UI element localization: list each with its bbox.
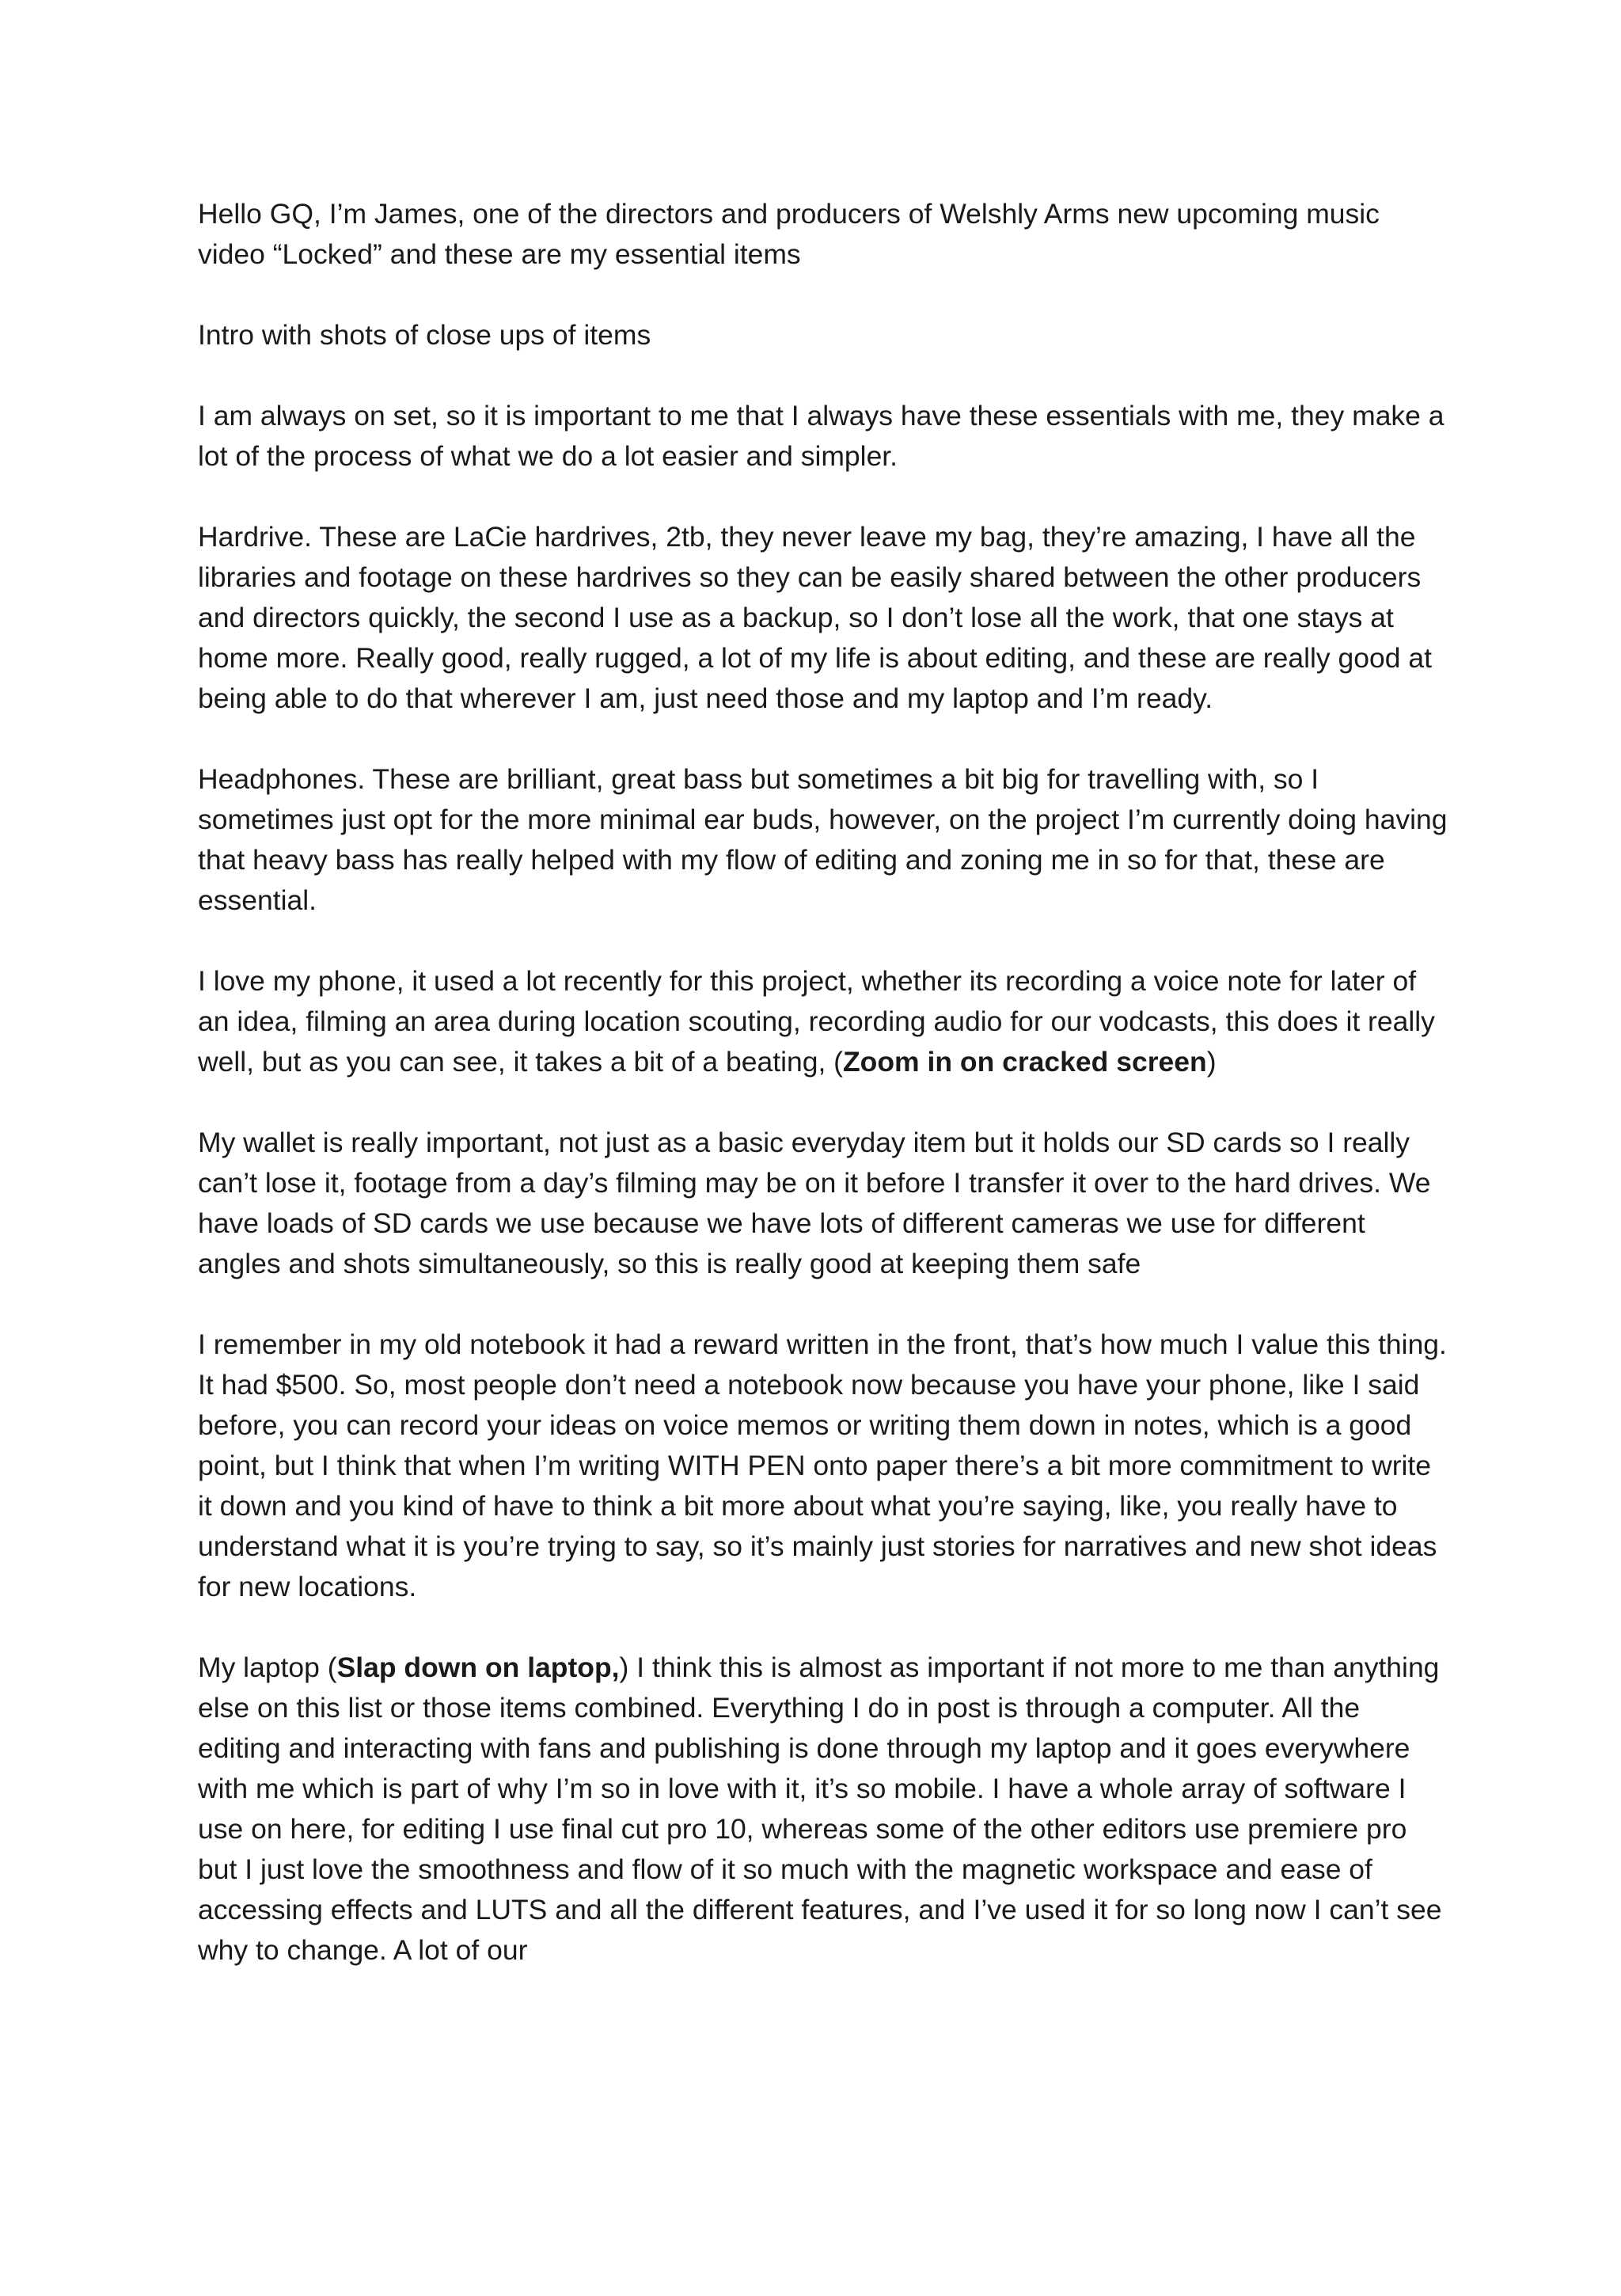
phone-text-end: ) [1206,1046,1217,1078]
phone-direction-note: Zoom in on cracked screen [843,1046,1207,1078]
paragraph-hardrive: Hardrive. These are LaCie hardrives, 2tb, they never leave my bag, they’re amazing, I have all the libraries and footage on these hardrives so they can be easily shared between the other producers and directors quickly, the second I use as a backup, so I don’t lose all the work, that one stays at home more. Really good, really rugged, a lot of my life is about editing, and these are really good at being able to do that wherever I am, just need those and my laptop and I’m ready. [198,521,1432,714]
paragraph-wallet: My wallet is really important, not just as a basic everyday item but it holds our SD cards so I really can’t lose it, footage from a day’s filming may be on it before I transfer it over to the hard drives. We have loads of SD cards we use because we have lots of different cameras we use for different angles and shots simultaneously, so this is really good at keeping them safe [198,1127,1431,1279]
paragraph-laptop [198,1648,1448,1971]
paragraph-intro-shots: Intro with shots of close ups of items [198,319,651,351]
laptop-text-start: My laptop ( [198,1652,337,1683]
document-body [198,194,1448,1971]
laptop-text: ) I think this is almost as important if not more to me than anything else on this list or those items combined. Everything I do in post is through a computer. All the editing and interacting with fans and publishing is done through my laptop and it goes everywhere with me which is part of why I’m so in love with it, it’s so mobile. I have a whole array of software I use on here, for editing I use final cut pro 10, whereas some of the other editors use premiere pro but I just love the smoothness and flow of it so much with the magnetic workspace and ease of accessing effects and LUTS and all the different features, and I’ve used it for so long now I can’t see why to change. A lot of our [198,1652,1442,1966]
paragraph-notebook: I remember in my old notebook it had a reward written in the front, that’s how much I value this thing. It had $500. So, most people don’t need a notebook now because you have your phone, like I said before, you can record your ideas on voice memos or writing them down in notes, which is a good point, but I think that when I’m writing WITH PEN onto paper there’s a bit more commitment to write it down and you kind of have to think a bit more about what you’re saying, like, you really have to understand what it is you’re trying to say, so it’s mainly just stories for narratives and new shot ideas for new locations. [198,1329,1447,1602]
laptop-direction-note: Slap down on laptop, [336,1652,620,1683]
phone-text: I love my phone, it used a lot recently for this project, whether its recording a voice note for later of an idea, filming an area during location scouting, recording audio for our vodcasts, this does it really well, but as you can see, it takes a bit of a beating, ( [198,965,1435,1078]
paragraph-headphones: Headphones. These are brilliant, great bass but sometimes a bit big for travelling with, so I sometimes just opt for the more minimal ear buds, however, on the project I’m currently doing having that heavy bass has really helped with my flow of editing and zoning me in so for that, these are essential. [198,763,1448,916]
paragraph-intro: Hello GQ, I’m James, one of the directors and producers of Welshly Arms new upcoming music video “Locked” and these are my essential items [198,198,1380,270]
paragraph-always-on-set: I am always on set, so it is important to me that I always have these essentials with me, they make a lot of the process of what we do a lot easier and simpler. [198,400,1444,472]
paragraph-phone [198,961,1448,1082]
